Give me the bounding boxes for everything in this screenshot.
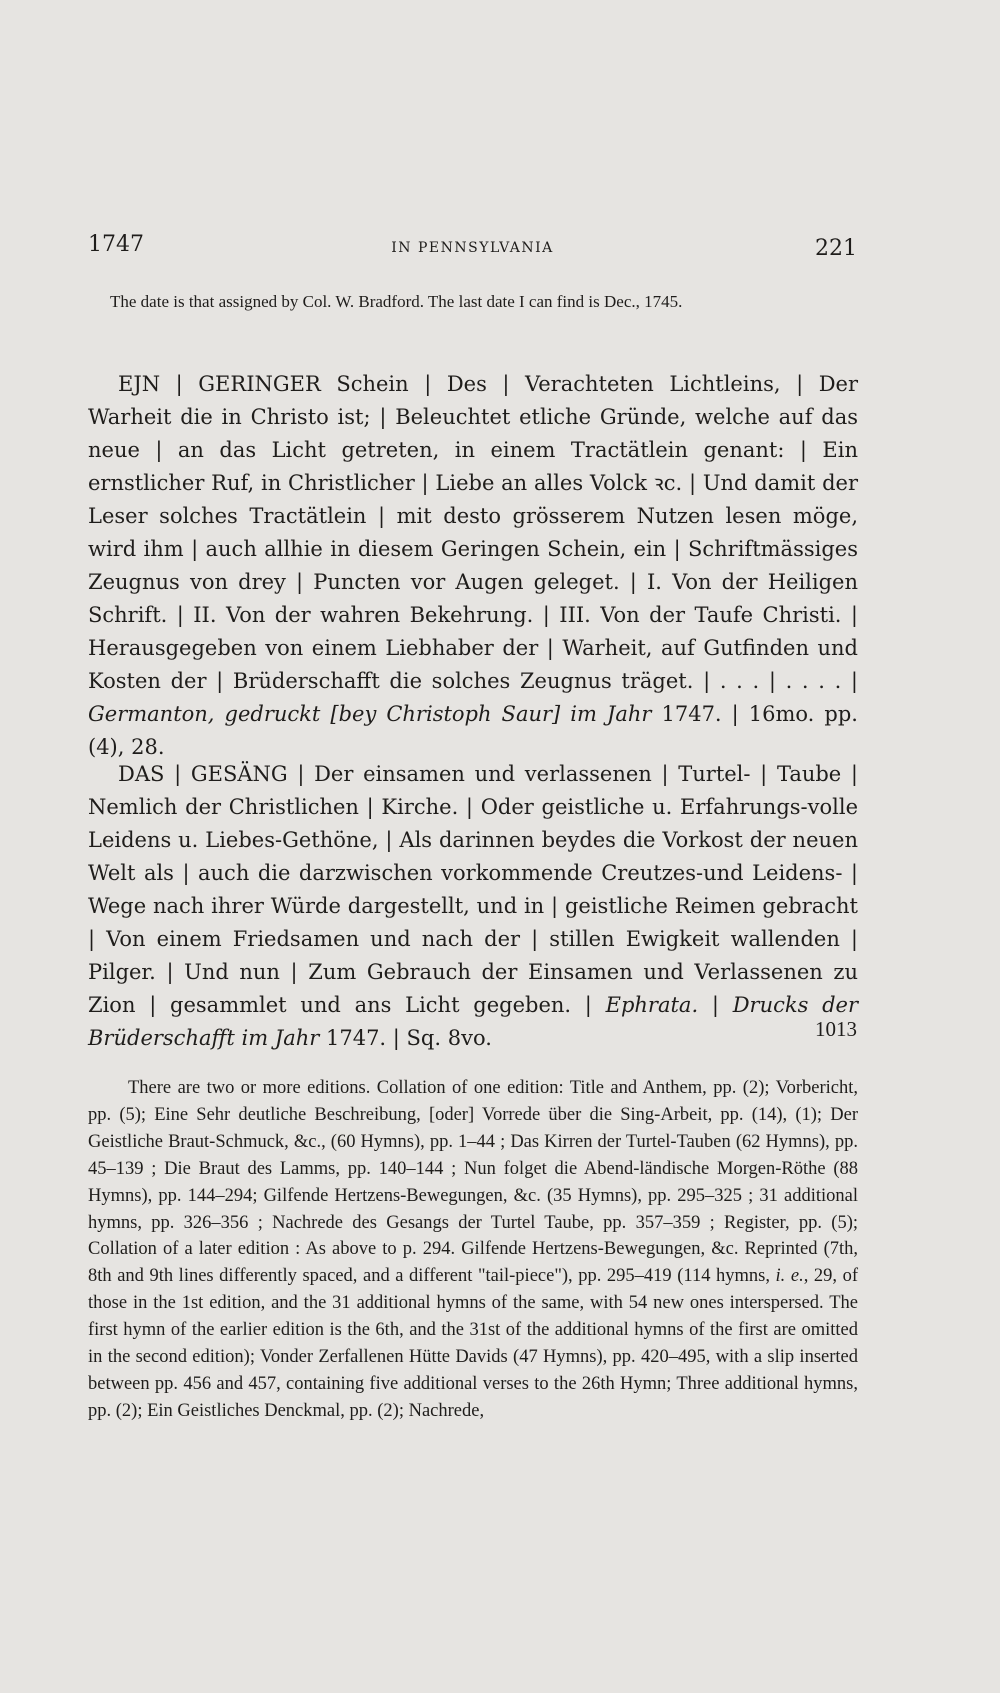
header-year: 1747 [88, 232, 144, 257]
entry-size: | Sq. 8vo. [392, 1026, 492, 1050]
entry-title-text: DAS | GESÄNG | Der einsamen und verlassenen | Turtel- | Taube | Nemlich der Christlichen | Kirche. | Oder geistliche u. Erfahrungs-volle Leidens u. Liebes-Gethöne, | Als darinnen beydes die Vorkost der neuen Welt als | auch die darzwischen vorkommende Creutzes-und Leidens- | Wege nach ihrer Würde dargestellt, und in | geistliche Reimen gebracht | Von einem Friedsamen und nach der | stillen Ewigkeit wallenden | Pilger. | Und nun | Zum Gebrauch der Einsamen und Verlassenen zu Zion | gesammlet und ans Licht gegeben. | [88, 762, 858, 1017]
entry-imprint-place: Germanton, gedruckt [88, 702, 321, 726]
collation-note [88, 1075, 858, 1425]
entry-imprint-place: Ephrata. [605, 993, 699, 1017]
entry-size: | 16mo. pp. (4), 28. [88, 702, 858, 759]
collation-text-1: There are two or more editions. Collation of one edition: Title and Anthem, pp. (2); Vorbericht, pp. (5); Eine Sehr deutliche Beschreibung, [oder] Vorrede über die Sing-Arbeit, pp. (14), (1); Der Geistliche Braut-Schmuck, &c., (60 Hymns), pp. 1–44 ; Das Kirren der Turtel-Tauben (62 Hymns), pp. 45–139 ; Die Braut des Lamms, pp. 140–144 ; Nun folget die Abend-ländische Morgen-Röthe (88 Hymns), pp. 144–294; Gilfende Hertzens-Bewegungen, &c. (35 Hymns), pp. 295–325 ; 31 additional hymns, pp. 326–356 ; Nachrede des Gesangs der Turtel Taube, pp. 357–359 ; Register, pp. (5); Collation of a later edition : As above to p. 294. Gilfende Hertzens-Bewegungen, &c. Reprinted (7th, 8th and 9th lines differently spaced, and a different "tail-piece"), pp. 295–419 (114 hymns, [88, 1078, 858, 1287]
bibliographic-entry-das-gesang [88, 758, 858, 1055]
entry-title-text: EJN | GERINGER Schein | Des | Verachteten Lichtleins, | Der Warheit die in Christo ist; | Beleuchtet etliche Gründe, welche auf das neue | an das Licht getreten, in einem Tractätlein genant: | Ein ernstlicher Ruf, in Christlicher | Liebe an alles Volck ꝛc. | Und damit der Leser solches Tractätlein | mit desto grösserem Nutzen lesen möge, wird ihm | auch allhie in diesem Geringen Schein, ein | Schriftmässiges Zeugnus von drey | Puncten vor Augen geleget. | I. Von der Heiligen Schrift. | II. Von der wahren Bekehrung. | III. Von der Taufe Christi. | Herausgegeben von einem Liebhaber der | Warheit, auf Gutfinden und Kosten der | Brüderschafft die solches Zeugnus träget. | . . . | . . . . | [88, 372, 858, 693]
entry-year: 1747. [661, 702, 722, 726]
entry-year: 1747. [325, 1026, 387, 1050]
entry-imprint-year-phrase: im Jahr [570, 702, 652, 726]
entry-imprint-printer: [bey Christoph Saur] [330, 702, 561, 726]
date-note: The date is that assigned by Col. W. Bradford. The last date I can find is Dec., 1745. [110, 292, 683, 311]
entry-separator: | [698, 993, 733, 1017]
bibliographic-entry-geringer-schein [88, 368, 858, 764]
entry-imprint-printer: Drucks der Brüderschafft im Jahr [88, 993, 858, 1050]
header-title: IN PENNSYLVANIA [391, 240, 554, 256]
collation-text-2: , 29, of those in the 1st edition, and the 31 additional hymns of the same, with 54 new ones interspersed. The first hymn of the earlier edition is the 6th, and the 31st of the additional hymns of the first are omitted in the second edition); Vonder Zerfallenen Hütte Davids (47 Hymns), pp. 420–495, with a slip inserted between pp. 456 and 457, containing five additional verses to the 26th Hymn; Three additional hymns, pp. (2); Ein Geistliches Denckmal, pp. (2); Nachrede, [88, 1266, 858, 1421]
page-number: 221 [815, 236, 857, 261]
entry-number: 1013 [815, 1017, 857, 1041]
running-head [88, 232, 857, 266]
collation-ie: i. e. [775, 1266, 804, 1287]
